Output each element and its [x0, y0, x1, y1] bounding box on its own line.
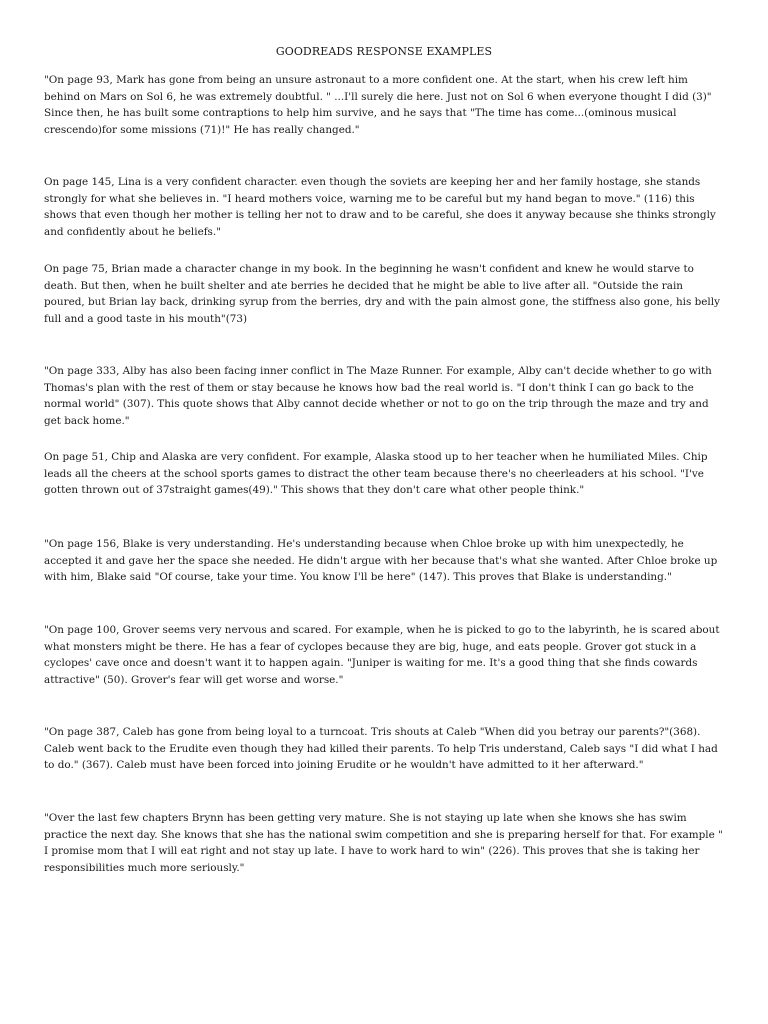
response-paragraph-7: "On page 100, Grover seems very nervous and scared. For example, when he is picked to go to the labyrinth, he is scared about what monsters might be there. He has a fear of cyclopes because they are big, huge, and eats people. Grover got stuck in a cyclopes' cave once and doesn't want it to happen again. "Juniper is waiting for me. It's a good thing that she finds cowards attractive" (50). Grover's fear will get worse and worse." [44, 624, 720, 686]
response-paragraph-1: "On page 93, Mark has gone from being an unsure astronaut to a more confident one. At the start, when his crew left him behind on Mars on Sol 6, he was extremely doubtful. " ...I'll surely die here. Just not on Sol 6 when everyone thought I did (3)" Since then, he has built some contraptions to help him survive, and he says that "The time has come...(ominous musical crescendo)for some missions (71)!" He has really changed." [44, 74, 712, 136]
response-paragraph-3: On page 75, Brian made a character change in my book. In the beginning he wasn't confident and knew he would starve to death. But then, when he built shelter and ate berries he decided that he might be able to live after all. "Outside the rain poured, but Brian lay back, drinking syrup from the berries, dry and with the pain almost gone, the stiffness also gone, his belly full and a good taste in his mouth"(73) [44, 263, 720, 325]
response-paragraph-8: "On page 387, Caleb has gone from being loyal to a turncoat. Tris shouts at Caleb "When did you betray our parents?"(368). Caleb went back to the Erudite even though they had killed their parents. To help Tris understand, Caleb says "I did what I had to do." (367). Caleb must have been forced into joining Erudite or he wouldn't have admitted to it her afterward." [44, 726, 718, 771]
response-paragraph-5: On page 51, Chip and Alaska are very confident. For example, Alaska stood up to her teacher when he humiliated Miles. Chip leads all the cheers at the school sports games to distract the other team because there's no cheerleaders at his school. "I've gotten thrown out of 37straight games(49)." This shows that they don't care what other people think." [44, 451, 708, 496]
response-paragraph-6: "On page 156, Blake is very understanding. He's understanding because when Chloe broke up with him unexpectedly, he accepted it and gave her the space she needed. He didn't argue with her because that's what she wanted. After Chloe broke up with him, Blake said "Of course, take your time. You know I'll be here" (147). This proves that Blake is understanding." [44, 538, 718, 583]
response-paragraph-9: "Over the last few chapters Brynn has been getting very mature. She is not staying up late when she knows she has swim practice the next day. She knows that she has the national swim competition and she is preparing herself for that. For example " I promise mom that I will eat right and not stay up late. I have to work hard to win" (226). This proves that she is taking her responsibilities much more seriously." [44, 812, 723, 874]
document-title: GOODREADS RESPONSE EXAMPLES [275, 45, 493, 58]
response-paragraph-2: On page 145, Lina is a very confident character. even though the soviets are keeping her and her family hostage, she stands strongly for what she believes in. "I heard mothers voice, warning me to be careful but my hand began to move." (116) this shows that even though her mother is telling her not to draw and to be careful, she does it anyway because she thinks strongly and confidently about he beliefs." [44, 176, 716, 238]
response-paragraph-4: "On page 333, Alby has also been facing inner conflict in The Maze Runner. For example, Alby can't decide whether to go with Thomas's plan with the rest of them or stay because he knows how bad the real world is. "I don't think I can go back to the normal world" (307). This quote shows that Alby cannot decide whether or not to go on the trip through the maze and try and get back home." [44, 365, 712, 427]
